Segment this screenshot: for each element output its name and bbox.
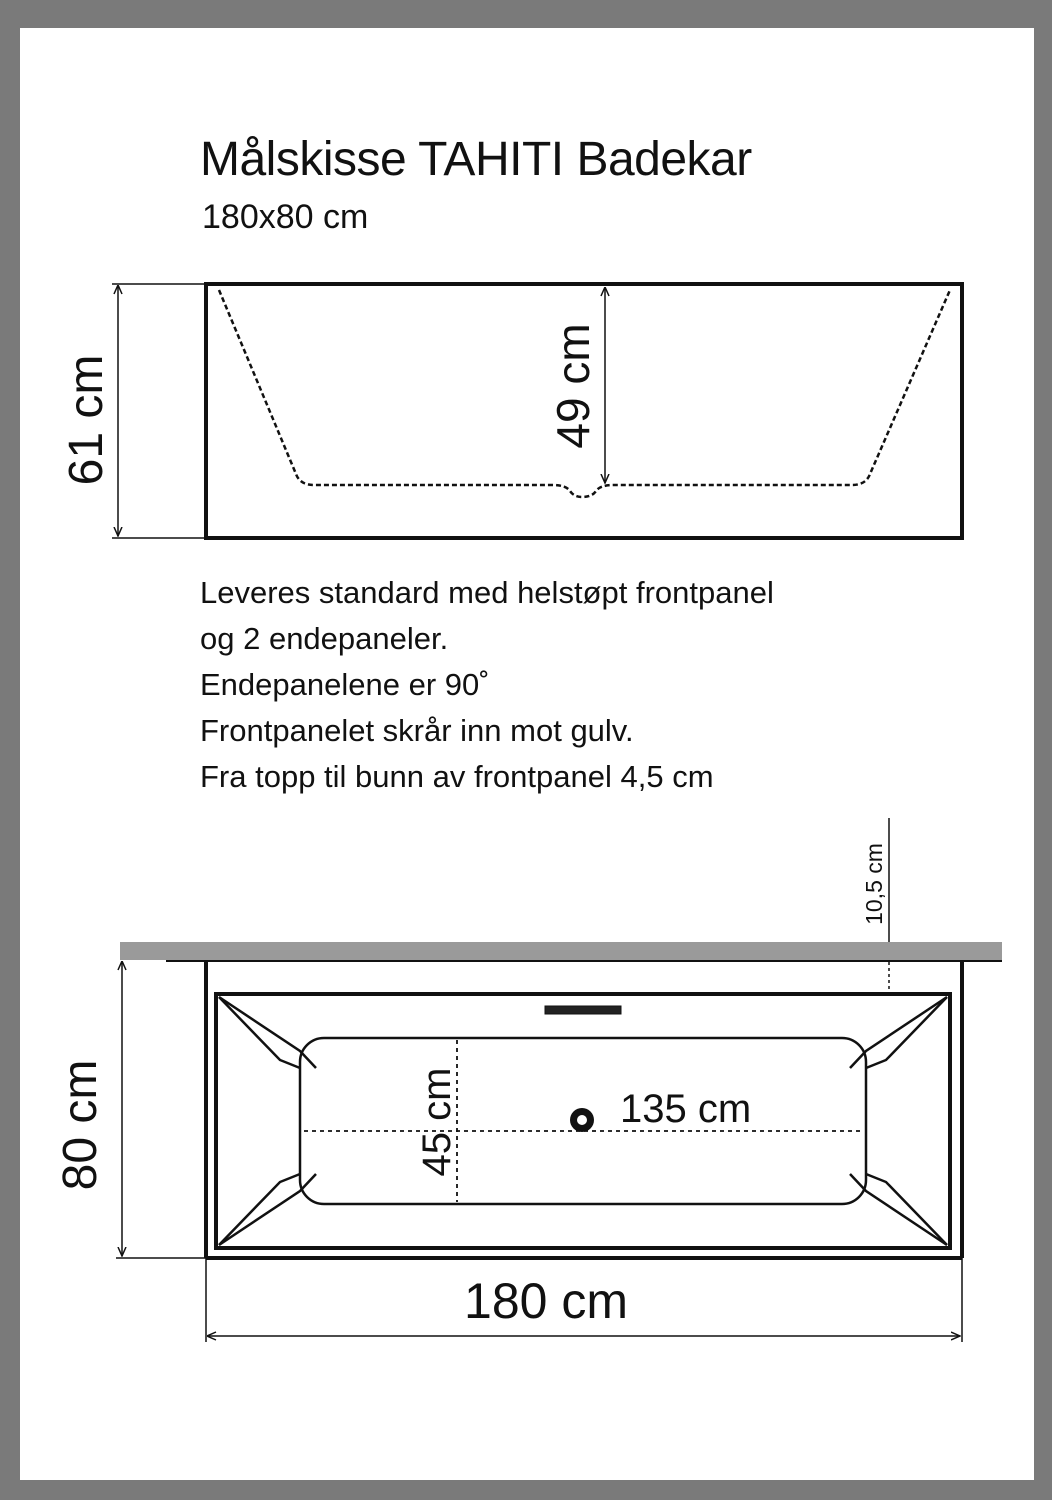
length-label: 180 cm [464, 1273, 628, 1329]
corner-bevel-bottom-left-b [219, 1174, 300, 1245]
top-frame-bar [0, 0, 1052, 10]
note-line: og 2 endepaneler. [200, 621, 449, 656]
inner-width-label: 45 cm [415, 1067, 459, 1177]
note-line: Fra topp til bunn av frontpanel 4,5 cm [200, 759, 714, 794]
side-height-label: 61 cm [60, 354, 113, 486]
corner-bevel-bottom-right-b [866, 1174, 947, 1245]
corner-bevel-top-right-b [866, 997, 947, 1068]
side-view [60, 284, 962, 538]
note-line: Endepanelene er 90˚ [200, 667, 490, 702]
inner-length-label: 135 cm [620, 1087, 752, 1131]
note-line: Leveres standard med helstøpt frontpanel [200, 575, 774, 610]
inner-depth-label: 49 cm [547, 323, 599, 449]
corner-bevel-top-left-b [219, 997, 300, 1068]
wall-offset-label: 10,5 cm [861, 843, 887, 925]
top-view [54, 818, 1002, 1342]
drawing-sheet [20, 28, 1034, 1480]
width-label: 80 cm [54, 1059, 107, 1191]
wall-strip [120, 942, 1002, 960]
page-title: Målskisse TAHITI Badekar [200, 133, 752, 186]
overflow-icon [545, 1006, 621, 1014]
notes-list [200, 570, 774, 800]
drain-icon-center [577, 1115, 587, 1125]
page-subtitle: 180x80 cm [202, 198, 369, 236]
note-line: Frontpanelet skrår inn mot gulv. [200, 713, 634, 748]
